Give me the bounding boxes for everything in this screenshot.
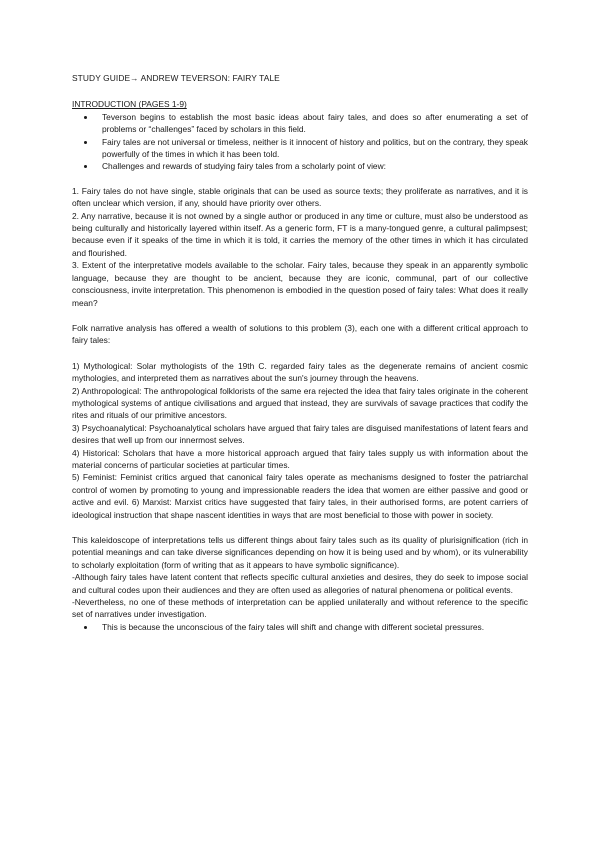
- section-heading: INTRODUCTION (PAGES 1-9): [72, 99, 187, 110]
- document-page: [72, 72, 528, 633]
- final-bullet-list: [72, 621, 528, 633]
- approach-paragraph: 3) Psychoanalytical: Psychoanalytical scholars have argued that fairy tales are disguised manifestations of latent fears and desires that well up from our innermost selves.: [72, 422, 528, 446]
- intro-bullet-list: [72, 111, 528, 173]
- challenge-paragraph: 1. Fairy tales do not have single, stable originals that can be used as source texts; they proliferate as narratives, and it is often unclear which version, if any, should have priority over others.: [72, 185, 528, 209]
- list-item: • Fairy tales are not universal or timeless, neither is it innocent of history and politics, but on the contrary, they speak powerfully of the times in which it has been told.: [96, 136, 528, 161]
- challenge-paragraph: 3. Extent of the interpretative models available to the scholar. Fairy tales, because they speak in an apparently symbolic language, because they are thought to be ancient, because they are iconic, communal, part of our collective consciousness, invite interpretation. This phenomenon is embodied in the question posed of fairy tales: What does it really mean?: [72, 260, 528, 308]
- folk-paragraph: Folk narrative analysis has offered a wealth of solutions to this problem (3), each one with a different critical approach to fairy tales:: [72, 322, 528, 346]
- list-item: • Teverson begins to establish the most basic ideas about fairy tales, and does so after enumerating a set of problems or “challenges” faced by scholars in this field.: [96, 111, 528, 136]
- kaleidoscope-paragraph: -Although fairy tales have latent content that reflects specific cultural anxieties and desires, they do seek to impose social and cultural codes upon their audiences and they are often used as allegories of natural phenomena or political events.: [72, 572, 528, 595]
- list-item: • Challenges and rewards of studying fairy tales from a scholarly point of view:: [96, 160, 528, 172]
- approach-paragraph: 5) Feminist: Feminist critics argued that canonical fairy tales operate as mechanisms designed to foster the patriarchal control of women by promoting to young and impressionable readers the idea that women are either passive and good or active and evil. 6) Marxist: Marxist critics have suggested that fairy tales, in their authorised forms, are potent carriers of ideological instruction that shape nascent identities in ways that are most beneficial to those with power in society.: [72, 472, 528, 520]
- approach-paragraph: 2) Anthropological: The anthropological folklorists of the same era rejected the idea that fairy tales originate in the coherent mythological systems of antique civilisations and argued that instead, they are survivals of savage practices that codify the rites and rituals of our primitive ancestors.: [72, 385, 528, 421]
- document-title: STUDY GUIDE→ ANDREW TEVERSON: FAIRY TALE: [72, 73, 280, 83]
- list-item: • This is because the unconscious of the fairy tales will shift and change with different societal pressures.: [96, 621, 528, 633]
- kaleidoscope-paragraph: -Nevertheless, no one of these methods of interpretation can be applied unilaterally and without reference to the specific set of narratives under investigation.: [72, 597, 528, 620]
- approach-paragraph: 4) Historical: Scholars that have a more historical approach argued that fairy tales supply us with information about the material concerns of particular societies at particular times.: [72, 447, 528, 470]
- challenge-paragraph: 2. Any narrative, because it is not owned by a single author or produced in any time or culture, must also be understood as being culturally and historically layered within itself. As a generic form, FT is a many-tongued genre, a cultural palimpsest; because even if it speaks of the time in which it is told, it carries the memory of the other times in which it has circulated and flourished.: [72, 210, 528, 258]
- approach-paragraph: 1) Mythological: Solar mythologists of the 19th C. regarded fairy tales as the degenerate remains of ancient cosmic mythologies, and interpreted them as narratives about the sun's journey through the heavens.: [72, 360, 528, 384]
- kaleidoscope-paragraph: This kaleidoscope of interpretations tells us different things about fairy tales such as its quality of plurisignification (rich in potential meanings and can take diverse significances depending on how it is being used and by whom), or its vulnerability to scholarly exploitation (form of writing that as it appears to have symbolic significance).: [72, 535, 528, 570]
